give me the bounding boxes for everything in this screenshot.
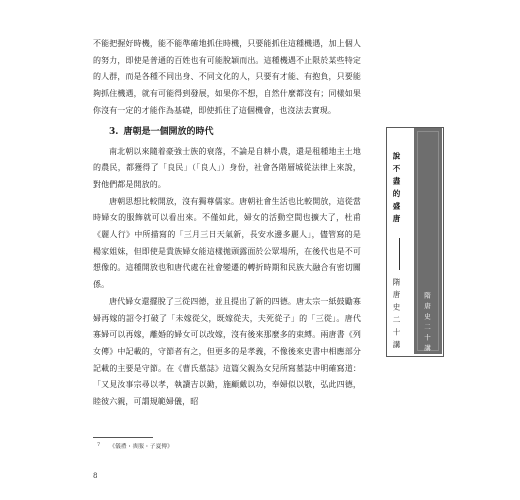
footnote: [97, 441, 173, 450]
page-number: 8: [93, 472, 98, 480]
section-title-text: 唐朝是一個開放的時代: [123, 126, 214, 137]
paragraph-women: 唐代婦女還擺脫了三從四德，並且提出了新的四德。唐太宗一紙鼓勵寡婦再嫁的詔令打破了「未嫁從父，既嫁從夫，夫死從子」的「三從」。唐代寡婦可以再嫁，離婚的婦女可以改嫁，沒有後來那麼多的束縛。兩唐書《列女傳》中記載的，守節者有之，但更多的是孝義，不像後來史書中相應部分記載的主要是守節。在《曹氏墓誌》這篇父親為女兒所寫墓誌中明確寫道：「又見汝事宗尋以孝，執讀吉以勤，施顧戴以功，奉婦似以敬，弘此四德，睦彼六親，可謂規範婦儀，昭: [93, 296, 361, 407]
section-number: 3.: [109, 126, 119, 137]
side-chapter-title: 說不盡的盛唐: [392, 152, 401, 227]
main-text-column: [93, 36, 361, 411]
footnote-mark: 7: [97, 442, 101, 448]
footnote-divider: [93, 437, 153, 438]
paragraph-good-people: 南北朝以來隨着豪強士族的衰落，不論是自耕小農，還是租種地主土地的農民，都獲得了「良民」（「良人」）身份，社會各階層城從法律上來說，對他們都是開放的。: [93, 146, 361, 189]
side-title-dash: [399, 238, 400, 270]
paragraph-opportunity: 不能把握好時機，能不能準確地抓住時機，只要能抓住這種機遇，加上個人的努力，即使是普通的百姓也有可能脫穎而出。這種機遇不止限於某些特定的人群，而是各種不同出身、不同文化的人，只要有才能、有抱負，只要能夠抓住機遇，就有可能得到發展，如果你不想，自然什麼都沒有；同樣如果你沒有一定的才能作為基礎，即使抓住了這個機會，也沒法去實現。: [93, 39, 361, 115]
side-band-text: 隋唐史二十講: [423, 292, 431, 355]
side-book-title: 隋唐史二十講: [392, 278, 401, 353]
paragraph-openness: 唐朝思想比較開放，沒有獨尊儒家。唐朝社會生活也比較開放，這從當時婦女的服飾就可以看出來。不僅如此，婦女的活動空間也擴大了，杜甫《麗人行》中所描寫的「三月三日天氣新，長安水邊多麗人」，儘管寫的是楊家姐妹，但即使是貴族婦女能這樣拋頭露面於公眾場所，在後代也是不可想像的。這種開放也和唐代處在社會變遷的轉折時期和民族大融合有密切關係。: [93, 196, 361, 290]
footnote-text: 《儀禮・喪服・子夏傳》: [109, 444, 173, 450]
section-heading: [109, 123, 361, 141]
